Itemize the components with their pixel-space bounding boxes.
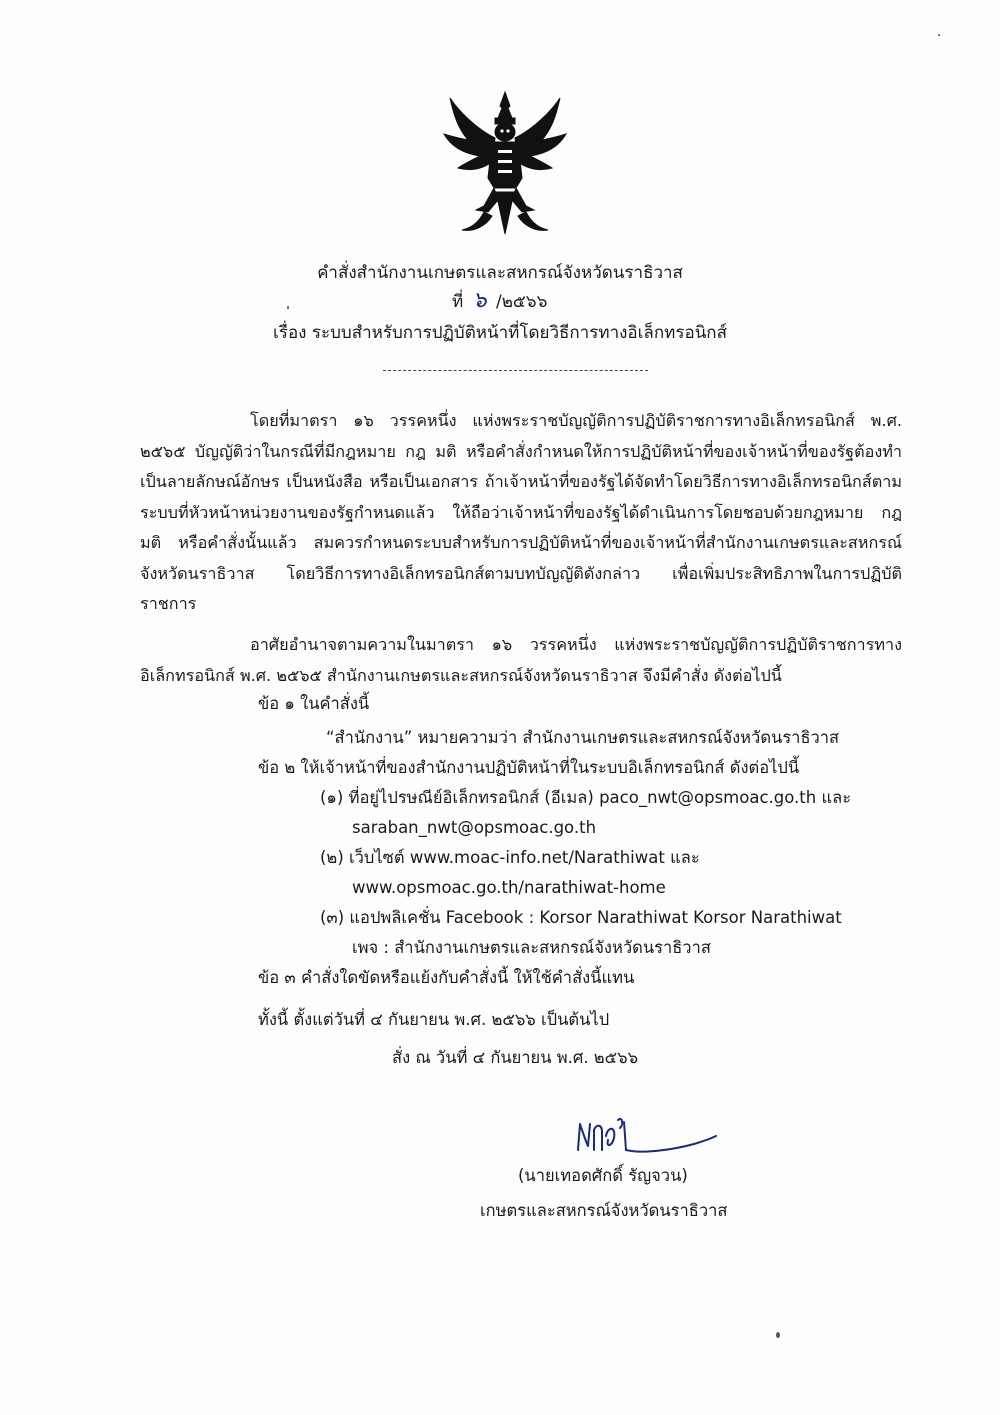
scan-speck: [938, 34, 940, 36]
clause-2-item-2: (๒) เว็บไซต์ www.moac-info.net/Narathiwat และ: [320, 848, 700, 867]
scan-speck: [776, 1332, 780, 1338]
order-number-line: [452, 282, 547, 317]
clause-3: ข้อ ๓ คำสั่งใดขัดหรือแย้งกับคำสั่งนี้ ให้ใช้คำสั่งนี้แทน: [258, 968, 635, 987]
ordered-date: สั่ง ณ วันที่ ๔ กันยายน พ.ศ. ๒๕๖๖: [392, 1048, 639, 1067]
clause-2-item-2-cont: www.opsmoac.go.th/narathiwat-home: [352, 878, 666, 897]
paragraph-authority: อาศัยอำนาจตามความในมาตรา ๑๖ วรรคหนึ่ง แห่งพระราชบัญญัติการปฏิบัติราชการทางอิเล็กทรอนิกส์ พ.ศ. ๒๕๖๕ สำนักงานเกษตรและสหกรณ์จังหวัดนราธิวาส จึงมีคำสั่ง ดังต่อไปนี้: [140, 635, 902, 685]
order-prefix: ที่: [452, 292, 464, 312]
signatory-position: เกษตรและสหกรณ์จังหวัดนราธิวาส: [480, 1201, 728, 1220]
clause-2-item-1: (๑) ที่อยู่ไปรษณีย์อิเล็กทรอนิกส์ (อีเมล) paco_nwt@opsmoac.go.th และ: [320, 788, 852, 807]
signatory-name: (นายเทอดศักดิ์ รัญจวน): [518, 1166, 688, 1185]
order-number-handwritten: ๖: [472, 288, 487, 313]
scan-speck: [287, 306, 289, 309]
order-year: /๒๕๖๖: [496, 292, 548, 312]
header-separator: [383, 370, 648, 371]
order-title: คำสั่งสำนักงานเกษตรและสหกรณ์จังหวัดนราธิวาส: [317, 263, 683, 283]
order-subject: เรื่อง ระบบสำหรับการปฏิบัติหน้าที่โดยวิธีการทางอิเล็กทรอนิกส์: [273, 323, 727, 343]
clause-2: ข้อ ๒ ให้เจ้าหน้าที่ของสำนักงานปฏิบัติหน้าที่ในระบบอิเล็กทรอนิกส์ ดังต่อไปนี้: [258, 758, 800, 777]
paragraph-preamble: โดยที่มาตรา ๑๖ วรรคหนึ่ง แห่งพระราชบัญญัติการปฏิบัติราชการทางอิเล็กทรอนิกส์ พ.ศ. ๒๕๖๕ บัญญัติว่าในกรณีที่มีกฎหมาย กฎ มติ หรือคำสั่งกำหนดให้การปฏิบัติหน้าที่ของเจ้าหน้าที่ของรัฐต้องทำเป็นลายลักษณ์อักษร เป็นหนังสือ หรือเป็นเอกสาร ถ้าเจ้าหน้าที่ของรัฐได้จัดทำโดยวิธีการทางอิเล็กทรอนิกส์ตามระบบที่หัวหน้าหน่วยงานของรัฐกำหนดแล้ว ให้ถือว่าเจ้าหน้าที่ของรัฐได้ดำเนินการโดยชอบด้วยกฎหมาย กฎ มติ หรือคำสั่งนั้นแล้ว สมควรกำหนดระบบสำหรับการปฏิบัติหน้าที่ของเจ้าหน้าที่สำนักงานเกษตรและสหกรณ์จังหวัดนราธิวาส โดยวิธีการทางอิเล็กทรอนิกส์ตามบทบัญญัติดังกล่าว เพื่อเพิ่มประสิทธิภาพในการปฏิบัติราชการ: [140, 411, 902, 613]
handwritten-signature: [572, 1110, 722, 1170]
clause-2-item-3-cont: เพจ : สำนักงานเกษตรและสหกรณ์จังหวัดนราธิวาส: [352, 938, 711, 957]
garuda-emblem-icon: [440, 88, 570, 238]
effective-date: ทั้งนี้ ตั้งแต่วันที่ ๔ กันยายน พ.ศ. ๒๕๖๖ เป็นต้นไป: [258, 1010, 610, 1029]
clause-1-definition: “สำนักงาน” หมายความว่า สำนักงานเกษตรและสหกรณ์จังหวัดนราธิวาส: [326, 728, 840, 747]
clause-2-item-3: (๓) แอปพลิเคชั่น Facebook : Korsor Narathiwat Korsor Narathiwat: [320, 908, 842, 927]
clause-2-item-1-cont: saraban_nwt@opsmoac.go.th: [352, 818, 597, 837]
clause-1: ข้อ ๑ ในคำสั่งนี้: [258, 694, 370, 713]
